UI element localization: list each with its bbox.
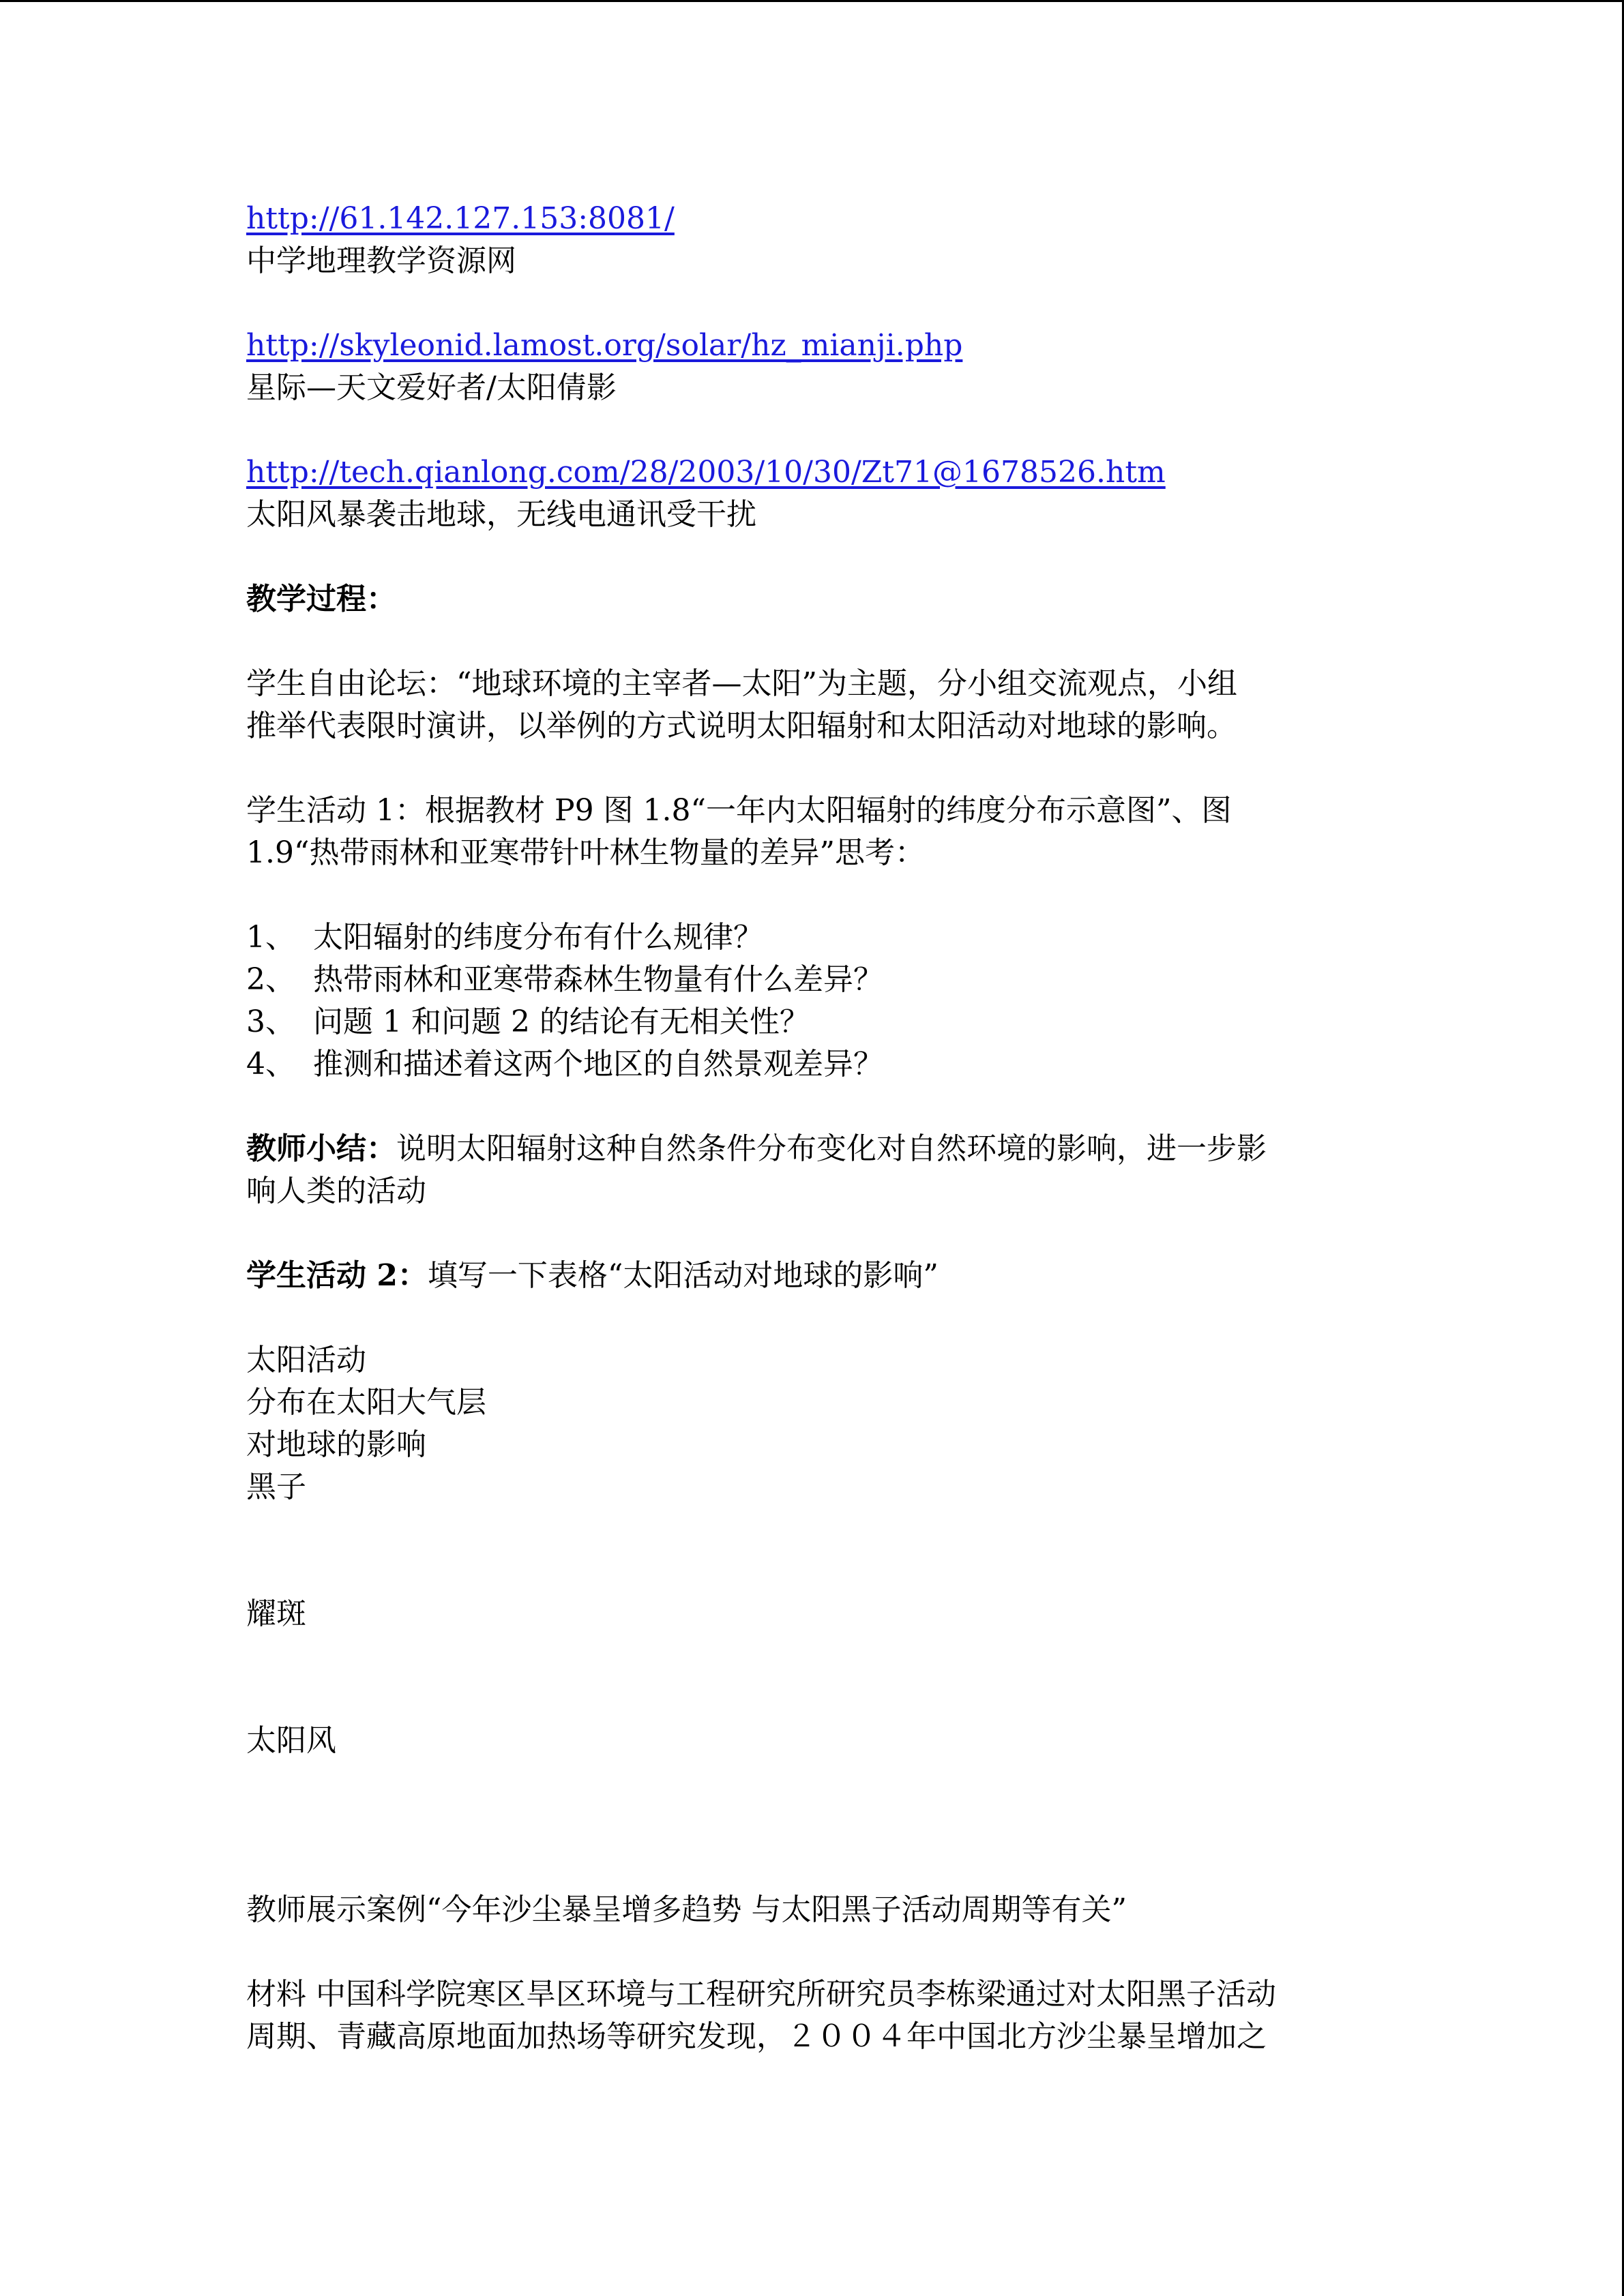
question-item (246, 1001, 1392, 1043)
teacher-summary-text: 说明太阳辐射这种自然条件分布变化对自然环境的影响，进一步影 (396, 1131, 1267, 1166)
resource-link-3 (246, 451, 1392, 494)
teacher-summary-line-2: 响人类的活动 (246, 1174, 426, 1208)
table-row-solar-wind: 太阳风 (246, 1723, 336, 1758)
teacher-summary-line-1 (246, 1128, 1392, 1170)
question-text: 问题 1 和问题 2 的结论有无相关性？ (313, 1004, 810, 1039)
question-number: 1、 (246, 920, 295, 955)
resource-link-2 (246, 325, 1392, 367)
activity2-text: 填写一下表格“太阳活动对地球的影响” (427, 1258, 939, 1293)
teaching-process-heading: 教学过程： (246, 582, 396, 616)
table-header-activity: 太阳活动 (246, 1343, 366, 1377)
question-text: 太阳辐射的纬度分布有什么规律？ (313, 920, 763, 955)
question-number: 2、 (246, 962, 295, 997)
resource-link-2-desc: 星际—天文爱好者/太阳倩影 (246, 370, 617, 405)
question-number: 3、 (246, 1004, 295, 1039)
question-text: 推测和描述着这两个地区的自然景观差异？ (313, 1047, 883, 1082)
resource-link-1 (246, 198, 1392, 240)
question-item (246, 1043, 1392, 1086)
activity1-line-2: 1.9“热带雨林和亚寒带针叶林生物量的差异”思考： (246, 835, 925, 870)
table-row-flare: 耀斑 (246, 1596, 306, 1631)
page-top-border (0, 0, 1624, 2)
resource-link-1-desc: 中学地理教学资源网 (246, 243, 516, 278)
material-line-1: 材料 中国科学院寒区旱区环境与工程研究所研究员李栋梁通过对太阳黑子活动 (246, 1977, 1276, 2012)
table-header-distribution: 分布在太阳大气层 (246, 1385, 486, 1420)
activity2-line (246, 1255, 1392, 1297)
question-text: 热带雨林和亚寒带森林生物量有什么差异？ (313, 962, 883, 997)
material-line-2: 周期、青藏高原地面加热场等研究发现，２００４年中国北方沙尘暴呈增加之 (246, 2019, 1267, 2054)
table-row-sunspot: 黑子 (246, 1470, 306, 1504)
table-header-impact: 对地球的影响 (246, 1427, 426, 1462)
question-number: 4、 (246, 1047, 295, 1082)
question-item (246, 916, 1392, 959)
activity1-line-1: 学生活动 1：根据教材 P9 图 1.8“一年内太阳辐射的纬度分布示意图”、图 (246, 793, 1232, 828)
resource-link-1-url[interactable]: http://61.142.127.153:8081/ (246, 201, 675, 236)
case-title: 教师展示案例“今年沙尘暴呈增多趋势 与太阳黑子活动周期等有关” (246, 1892, 1127, 1927)
resource-link-3-url[interactable]: http://tech.qianlong.com/28/2003/10/30/Zt71@1678526.htm (246, 455, 1166, 490)
forum-paragraph-line-2: 推举代表限时演讲，以举例的方式说明太阳辐射和太阳活动对地球的影响。 (246, 709, 1237, 743)
question-item (246, 959, 1392, 1001)
teacher-summary-label: 教师小结： (246, 1131, 396, 1166)
activity2-label: 学生活动 2： (246, 1258, 428, 1293)
resource-link-3-desc: 太阳风暴袭击地球，无线电通讯受干扰 (246, 497, 756, 532)
forum-paragraph-line-1: 学生自由论坛：“地球环境的主宰者—太阳”为主题，分小组交流观点，小组 (246, 666, 1237, 701)
document-page (246, 198, 1392, 2058)
resource-link-2-url[interactable]: http://skyleonid.lamost.org/solar/hz_mianji.php (246, 328, 963, 363)
